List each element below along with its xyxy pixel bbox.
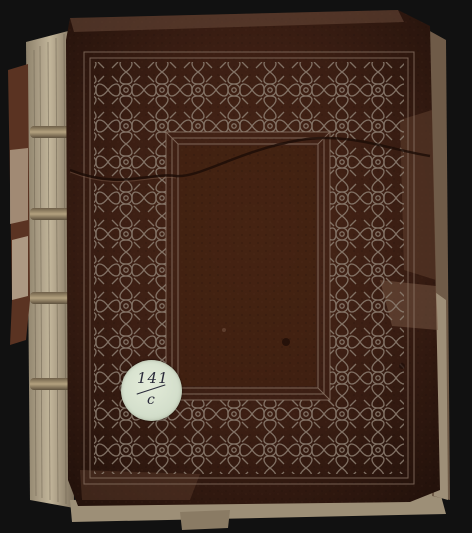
shelfmark-number: 141 [137, 369, 169, 387]
shelfmark-label [121, 360, 182, 421]
shelfmark-sub: c [147, 392, 155, 408]
